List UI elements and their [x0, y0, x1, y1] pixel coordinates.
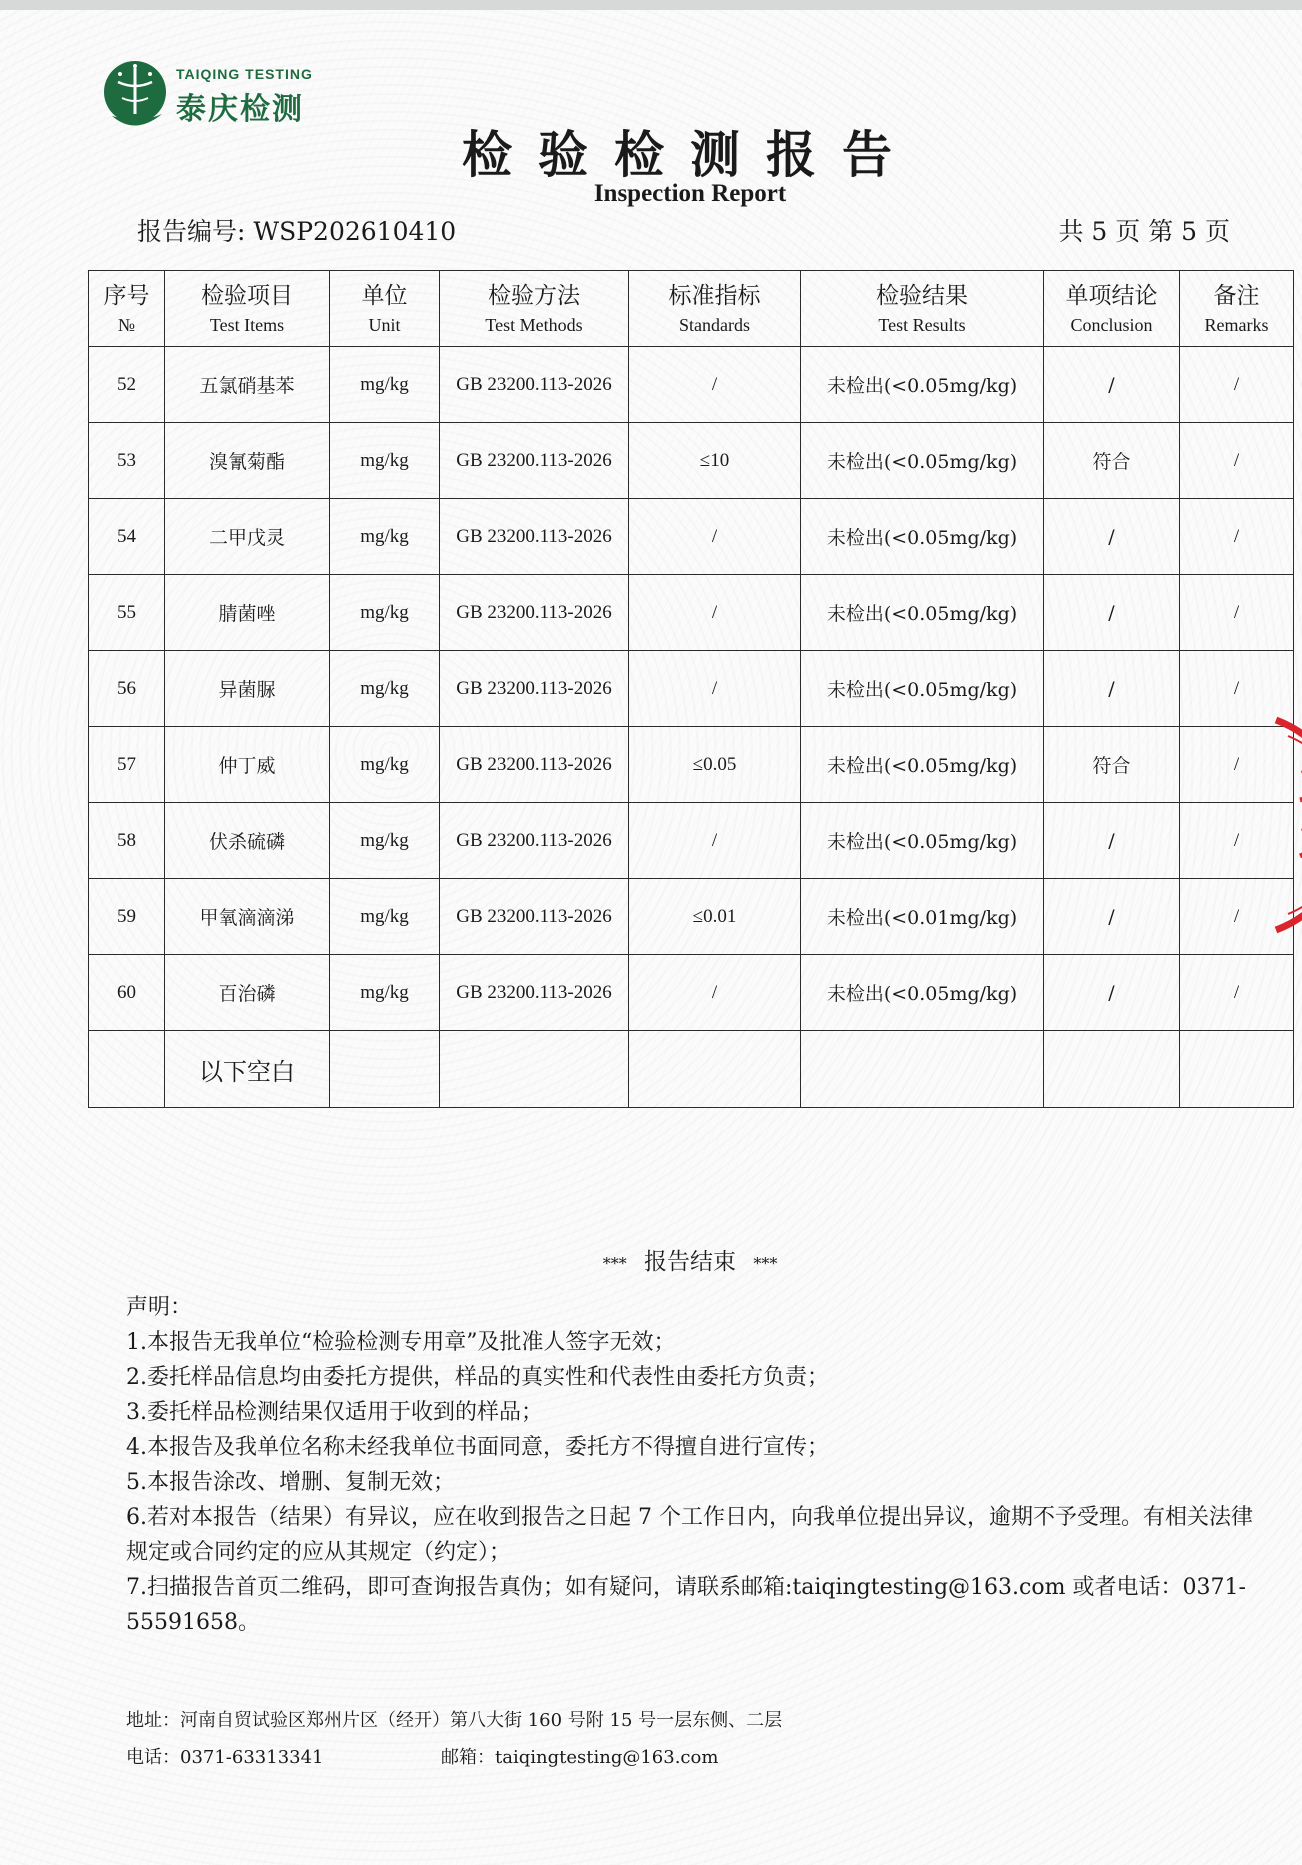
cell-result: 未检出(<0.05mg/kg)	[801, 803, 1044, 879]
cell-empty	[1180, 1031, 1294, 1108]
report-title-cn: 检验检测报告	[462, 125, 918, 184]
cell-item: 仲丁威	[165, 727, 330, 803]
cell-remarks: /	[1180, 955, 1294, 1031]
cell-standard: ≤10	[629, 423, 801, 499]
header-test-results: 检验结果 Test Results	[801, 271, 1044, 347]
cell-standard: ≤0.01	[629, 879, 801, 955]
statement-item: 5.本报告涂改、增删、复制无效；	[126, 1470, 455, 1495]
statement-item: 3.委托样品检测结果仅适用于收到的样品；	[126, 1400, 543, 1425]
cell-unit: mg/kg	[330, 575, 440, 651]
cell-unit: mg/kg	[330, 423, 440, 499]
cell-item: 百治磷	[165, 955, 330, 1031]
cell-method: GB 23200.113-2026	[440, 803, 629, 879]
cell-method: GB 23200.113-2026	[440, 575, 629, 651]
footer	[126, 1702, 1266, 1776]
cell-standard: /	[629, 347, 801, 423]
cell-unit: mg/kg	[330, 955, 440, 1031]
cell-conclusion: 符合	[1044, 423, 1180, 499]
cell-result: 未检出(<0.05mg/kg)	[801, 727, 1044, 803]
results-table	[88, 270, 1294, 1108]
cell-remarks: /	[1180, 879, 1294, 955]
cell-method: GB 23200.113-2026	[440, 347, 629, 423]
report-page	[0, 10, 1302, 1865]
cell-unit: mg/kg	[330, 499, 440, 575]
cell-conclusion: /	[1044, 803, 1180, 879]
cell-empty	[801, 1031, 1044, 1108]
table-row	[89, 803, 1294, 879]
table-row	[89, 727, 1294, 803]
cell-conclusion: /	[1044, 499, 1180, 575]
cell-no: 57	[89, 727, 165, 803]
cell-empty	[629, 1031, 801, 1108]
page-indicator: 共 5 页 第 5 页	[1058, 217, 1230, 246]
cell-standard: /	[629, 499, 801, 575]
cell-standard: /	[629, 575, 801, 651]
table-row	[89, 651, 1294, 727]
cell-standard: /	[629, 955, 801, 1031]
cell-method: GB 23200.113-2026	[440, 423, 629, 499]
report-title-en: Inspection Report	[593, 180, 787, 207]
cell-unit: mg/kg	[330, 803, 440, 879]
cell-conclusion: /	[1044, 955, 1180, 1031]
cell-method: GB 23200.113-2026	[440, 879, 629, 955]
top-edge	[0, 0, 1302, 10]
cell-result: 未检出(<0.05mg/kg)	[801, 423, 1044, 499]
header-standards: 标准指标 Standards	[629, 271, 801, 347]
cell-unit: mg/kg	[330, 347, 440, 423]
logo-text-cn: 泰庆检测	[176, 92, 304, 127]
footer-address: 地址：河南自贸试验区郑州片区（经开）第八大街 160 号附 15 号一层东侧、二层	[126, 1710, 783, 1731]
cell-result: 未检出(<0.05mg/kg)	[801, 955, 1044, 1031]
cell-method: GB 23200.113-2026	[440, 727, 629, 803]
cell-remarks: /	[1180, 347, 1294, 423]
statement-section	[126, 1290, 1266, 1640]
cell-conclusion: /	[1044, 651, 1180, 727]
table-row	[89, 347, 1294, 423]
cell-no: 58	[89, 803, 165, 879]
cell-method: GB 23200.113-2026	[440, 955, 629, 1031]
cell-standard: ≤0.05	[629, 727, 801, 803]
cell-remarks: /	[1180, 499, 1294, 575]
cell-unit: mg/kg	[330, 727, 440, 803]
cell-item: 异菌脲	[165, 651, 330, 727]
cell-conclusion: 符合	[1044, 727, 1180, 803]
cell-empty	[89, 1031, 165, 1108]
cell-item: 溴氰菊酯	[165, 423, 330, 499]
cell-method: GB 23200.113-2026	[440, 499, 629, 575]
header-unit: 单位 Unit	[330, 271, 440, 347]
report-number-value: WSP202610410	[253, 217, 457, 246]
cell-method: GB 23200.113-2026	[440, 651, 629, 727]
header-no: 序号 №	[89, 271, 165, 347]
report-number-label: 报告编号:	[137, 217, 246, 246]
cell-item: 腈菌唑	[165, 575, 330, 651]
logo-text-en: TAIQING TESTING	[176, 66, 313, 82]
cell-result: 未检出(<0.05mg/kg)	[801, 651, 1044, 727]
statement-item: 7.扫描报告首页二维码，即可查询报告真伪；如有疑问，请联系邮箱:taiqingtesting@163.com 或者电话：0371-55591658。	[126, 1575, 1246, 1635]
cell-item: 伏杀硫磷	[165, 803, 330, 879]
header-test-items: 检验项目 Test Items	[165, 271, 330, 347]
table-row	[89, 575, 1294, 651]
cell-empty	[330, 1031, 440, 1108]
cell-remarks: /	[1180, 803, 1294, 879]
statement-item: 2.委托样品信息均由委托方提供，样品的真实性和代表性由委托方负责；	[126, 1365, 829, 1390]
table-header-row	[89, 271, 1294, 347]
cell-result: 未检出(<0.05mg/kg)	[801, 347, 1044, 423]
cell-result: 未检出(<0.01mg/kg)	[801, 879, 1044, 955]
report-end-mark	[0, 1243, 1302, 1276]
cell-empty	[1044, 1031, 1180, 1108]
cell-standard: /	[629, 803, 801, 879]
cell-conclusion: /	[1044, 347, 1180, 423]
cell-standard: /	[629, 651, 801, 727]
cell-no: 56	[89, 651, 165, 727]
header-remarks: 备注 Remarks	[1180, 271, 1294, 347]
end-stars-right: ***	[753, 1253, 778, 1273]
end-text: 报告结束	[644, 1249, 736, 1275]
cell-item: 五氯硝基苯	[165, 347, 330, 423]
cell-unit: mg/kg	[330, 879, 440, 955]
table-row	[89, 499, 1294, 575]
footer-phone: 电话：0371-63313341	[126, 1747, 324, 1768]
official-stamp-icon	[1262, 710, 1302, 940]
cell-item: 二甲戊灵	[165, 499, 330, 575]
table-row-blank	[89, 1031, 1294, 1108]
cell-empty	[440, 1031, 629, 1108]
table-row	[89, 955, 1294, 1031]
cell-remarks: /	[1180, 727, 1294, 803]
statement-item: 1.本报告无我单位“检验检测专用章”及批准人签字无效；	[126, 1330, 676, 1355]
footer-email: 邮箱：taiqingtesting@163.com	[441, 1747, 719, 1768]
statement-item: 6.若对本报告（结果）有异议，应在收到报告之日起 7 个工作日内，向我单位提出异议，逾期不予受理。有相关法律规定或合同约定的应从其规定（约定）；	[126, 1505, 1253, 1565]
cell-no: 52	[89, 347, 165, 423]
cell-remarks: /	[1180, 423, 1294, 499]
cell-item: 甲氧滴滴涕	[165, 879, 330, 955]
end-stars-left: ***	[602, 1253, 627, 1273]
cell-remarks: /	[1180, 651, 1294, 727]
cell-unit: mg/kg	[330, 651, 440, 727]
statement-item: 4.本报告及我单位名称未经我单位书面同意，委托方不得擅自进行宣传；	[126, 1435, 829, 1460]
table-row	[89, 423, 1294, 499]
header-test-methods: 检验方法 Test Methods	[440, 271, 629, 347]
cell-no: 59	[89, 879, 165, 955]
report-number	[137, 212, 456, 248]
cell-conclusion: /	[1044, 879, 1180, 955]
cell-result: 未检出(<0.05mg/kg)	[801, 499, 1044, 575]
cell-no: 53	[89, 423, 165, 499]
cell-remarks: /	[1180, 575, 1294, 651]
cell-no: 54	[89, 499, 165, 575]
cell-conclusion: /	[1044, 575, 1180, 651]
cell-result: 未检出(<0.05mg/kg)	[801, 575, 1044, 651]
cell-blank-note: 以下空白	[165, 1031, 330, 1108]
cell-no: 60	[89, 955, 165, 1031]
header-conclusion: 单项结论 Conclusion	[1044, 271, 1180, 347]
statement-heading: 声明：	[126, 1295, 193, 1320]
cell-no: 55	[89, 575, 165, 651]
table-row	[89, 879, 1294, 955]
